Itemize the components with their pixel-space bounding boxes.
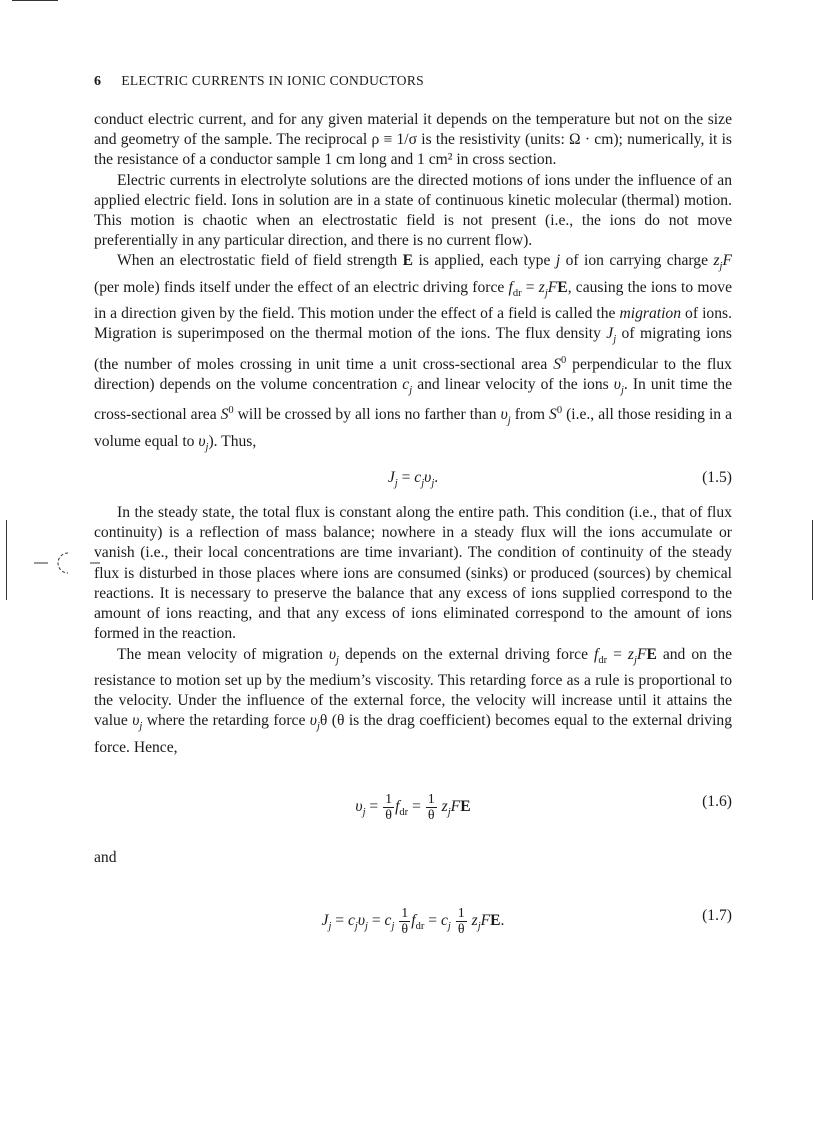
page-number: 6 — [94, 74, 102, 89]
equation-1-6-expression: $\upsilon_j$ = $\frac{1}{\theta}$ $f_{dr}$ = $\frac{1}{\theta}$ $z_jFE$ — [355, 791, 471, 823]
equation-1-5-expression: $J_j = c_j\upsilon_j$. — [387, 469, 439, 490]
running-header — [94, 73, 424, 90]
fraction-one-over-theta: $\frac{1}{\theta}$ — [401, 905, 409, 937]
crop-mark-top — [12, 0, 58, 1]
equation-1-7-expression: $J_j = c_j\upsilon_j = c_j$ $\frac{1}{\theta}$ $f_{dr} = c_j$ $\frac{1}{\theta}$ $z_jFE$. — [321, 905, 505, 937]
equation-1-7 — [94, 878, 732, 958]
equation-1-6-number: (1.6) — [702, 792, 732, 810]
paragraph-3: When an electrostatic field of field strength E is applied, each type j of ion carrying charge $z_jF$ (per mole) finds itself under the effect of an electric driving force $f_{dr} = z_jFE$, causing the ions to move in a direction given by the field. This motion under the effect of a field is called the migration of ions. Migration is superimposed on the thermal motion of the ions. The flux density $J_j$ of migrating ions (the number of moles crossing in unit time a unit cross-sectional area $S^0$ perpendicular to the flux direction) depends on the volume concentration $c_j$ and linear velocity of the ions $\upsilon_j$. In unit time the cross-sectional area $S^0$ will be crossed by all ions no farther than $\upsilon_j$ from $S^0$ (i.e., all those residing in a volume equal to $\upsilon_j$). Thus, — [94, 252, 732, 453]
paragraph-5: The mean velocity of migration $\upsilon_j$ depends on the external driving force $f_{dr} = z_jFE$ and on the resistance to motion set up by the medium’s viscosity. This retarding force as a rule is proportional to the velocity. Under the influence of the external force, the velocity will increase until it attains the value $\upsilon_j$ where the retarding force $\upsilon_j\theta$ (θ is the drag coefficient) becomes equal to the external driving force. Hence, — [94, 645, 733, 756]
equation-1-5-number: (1.5) — [702, 469, 732, 487]
page-body — [94, 110, 732, 958]
fraction-one-over-theta: $\frac{1}{\theta}$ — [385, 791, 393, 823]
fraction-one-over-theta: $\frac{1}{\theta}$ — [427, 791, 435, 823]
running-title: ELECTRIC CURRENTS IN IONIC CONDUCTORS — [121, 73, 424, 88]
equation-1-6 — [94, 758, 732, 848]
equation-1-5 — [94, 458, 732, 503]
paragraph-1: conduct electric current, and for any given material it depends on the temperature but not on the size and geometry of the sample. The reciprocal ρ ≡ 1/σ is the resistivity (units: Ω · cm); numerically, it is the resistance of a conductor sample 1 cm long and 1 cm² in cross section. — [94, 111, 732, 169]
paragraph-4: In the steady state, the total flux is constant along the entire path. This condition (i.e., that of flux continuity) is a reflection of mass balance; nowhere in a steady flux will the ions accumulate or vanish (i.e., their local concentrations are time invariant). The condition of continuity of the steady flux is disturbed in those places where ions are consumed (sinks) or produced (sources) by chemical reactions. It is necessary to preserve the balance that any excess of ions supplied correspond to the amount of ions reacting, and that any excess of ions eliminated correspond to the amount of ions formed in the reaction. — [94, 504, 732, 643]
paragraph-2: Electric currents in electrolyte solutions are the directed motions of ions under the influence of an applied electric field. Ions in solution are in a state of continuous kinetic molecular (thermal) motion. This motion is chaotic when an electrostatic field is not present (i.e., the ions do not move preferentially in any particular direction, and there is no current flow). — [94, 171, 732, 250]
margin-rule-right — [812, 520, 813, 600]
margin-rule-left — [6, 520, 7, 600]
fraction-one-over-theta: $\frac{1}{\theta}$ — [457, 905, 465, 937]
and-connector: and — [94, 848, 117, 866]
equation-1-7-number: (1.7) — [702, 906, 732, 924]
